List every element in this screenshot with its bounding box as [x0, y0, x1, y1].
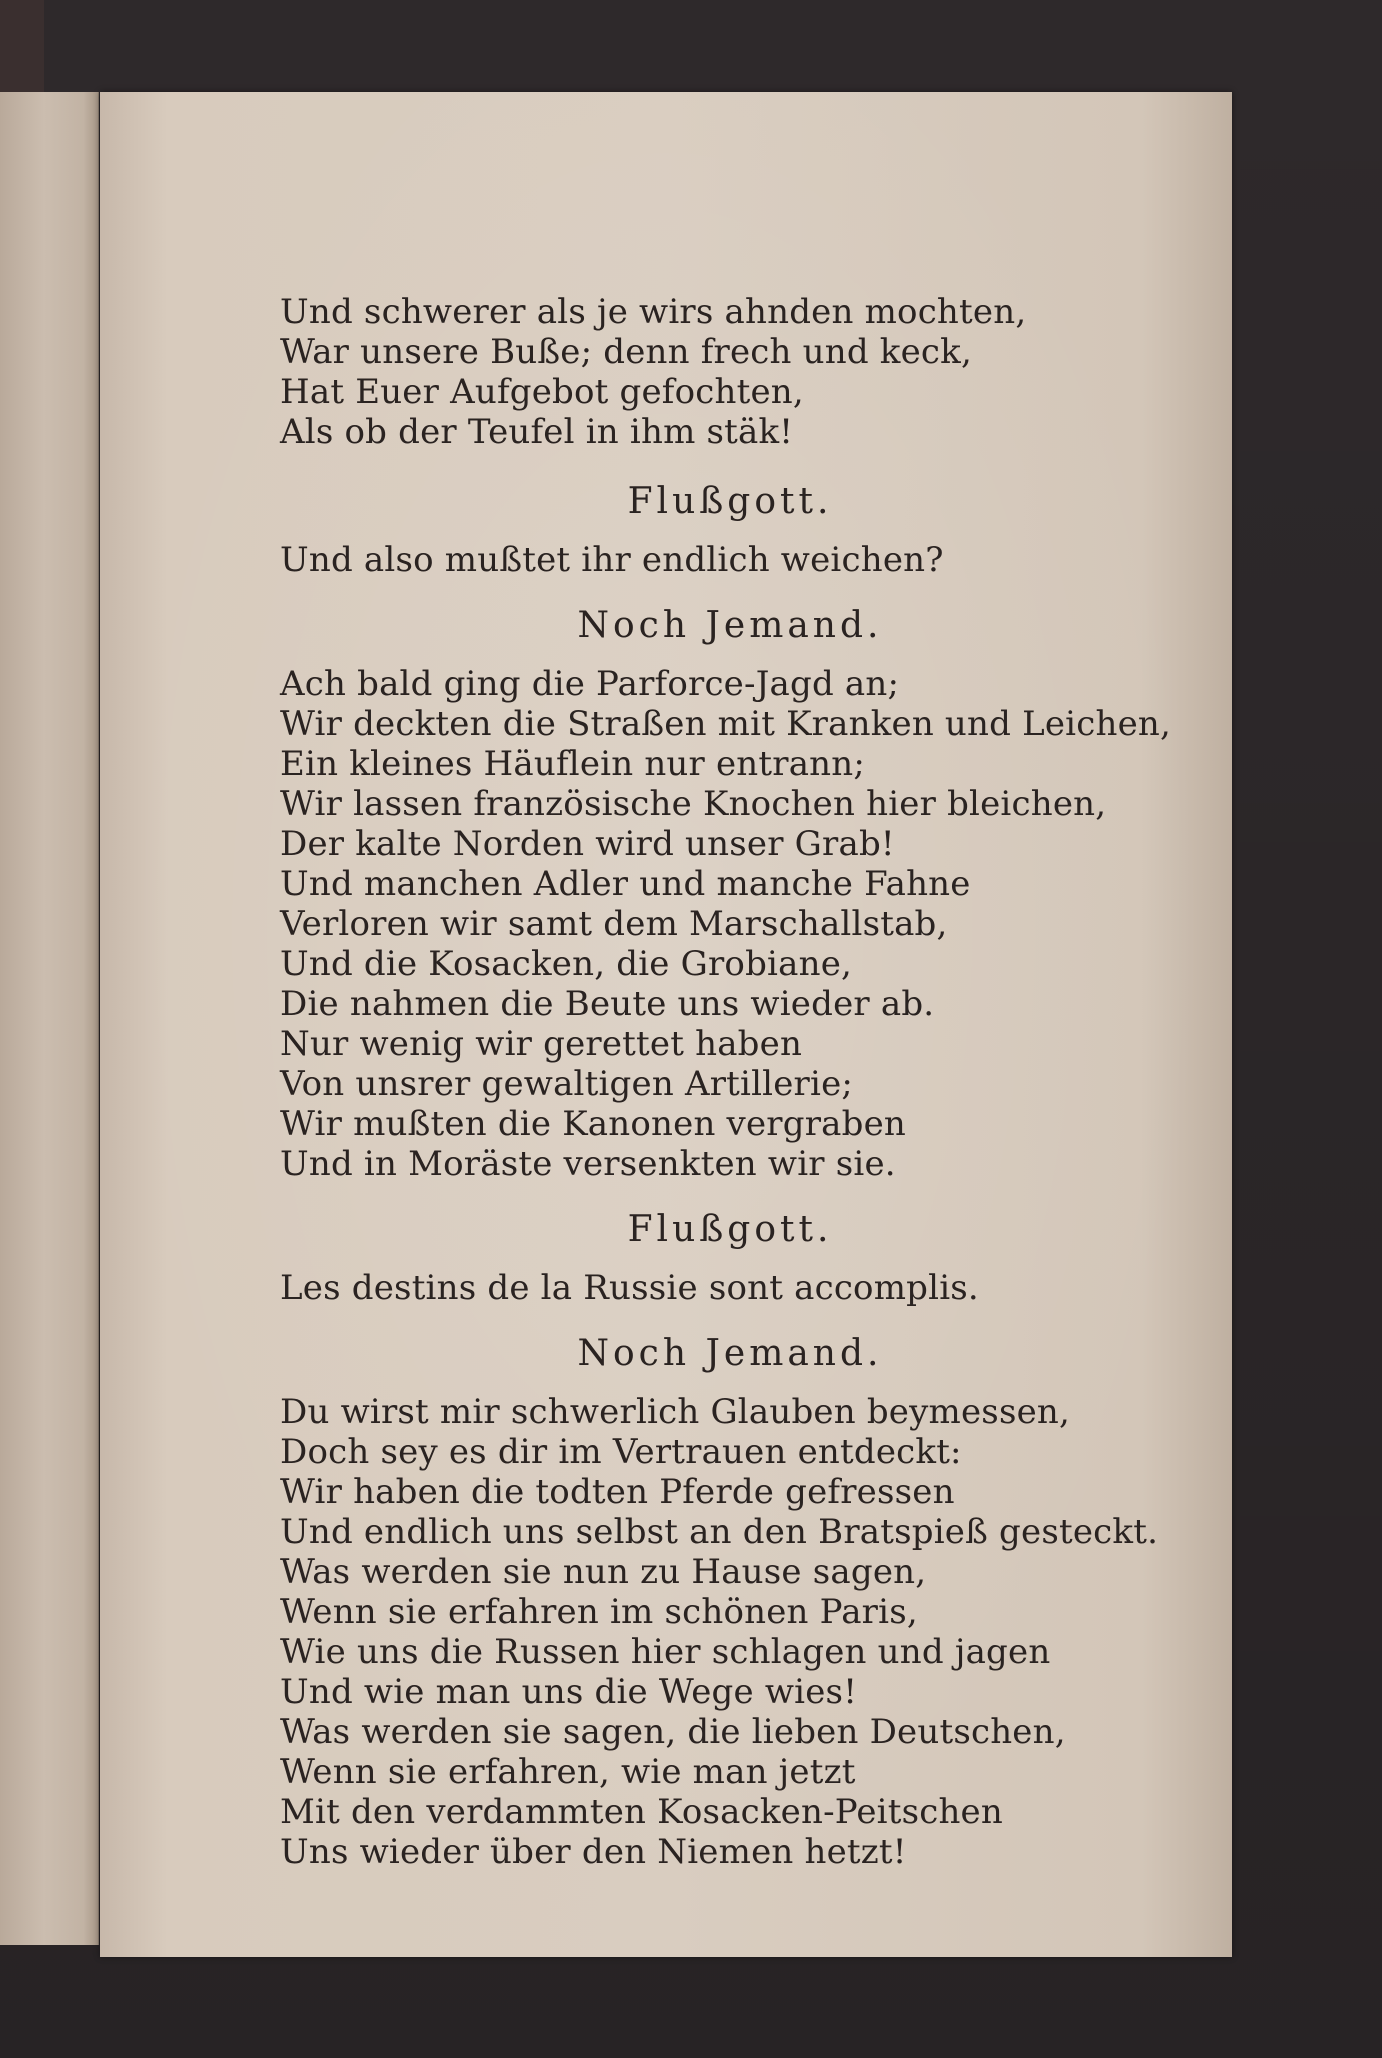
speaker-heading: Noch Jemand.: [577, 605, 883, 646]
verse-line: Wir mußten die Kanonen vergraben: [280, 1104, 907, 1144]
verse-line: Wir lassen französische Knochen hier bleichen,: [280, 784, 1107, 824]
stanza-4: [280, 1268, 1180, 1308]
verse-line: Wenn sie erfahren, wie man jetzt: [280, 1752, 856, 1792]
verse-line: Und also mußtet ihr endlich weichen?: [280, 540, 944, 580]
verse-line: Wenn sie erfahren im schönen Paris,: [280, 1592, 918, 1632]
stanza-5: [280, 1392, 1180, 1872]
verse-line: Ein kleines Häuflein nur entrann;: [280, 744, 866, 784]
verse-line: War unsere Buße; denn frech und keck,: [280, 332, 972, 372]
stanza-2: [280, 540, 1180, 580]
speaker-heading: Flußgott.: [627, 1209, 833, 1250]
stanza-1: [280, 292, 1180, 452]
verse-line: Der kalte Norden wird unser Grab!: [280, 824, 895, 864]
stanza-3: [280, 664, 1180, 1184]
speaker-heading: Noch Jemand.: [577, 1333, 883, 1374]
verse-line: Hat Euer Aufgebot gefochten,: [280, 372, 804, 412]
verse-line: Nur wenig wir gerettet haben: [280, 1024, 803, 1064]
verse-line: Mit den verdammten Kosacken-Peitschen: [280, 1792, 1003, 1832]
verse-line: Uns wieder über den Niemen hetzt!: [280, 1832, 907, 1872]
verse-line: Als ob der Teufel in ihm stäk!: [280, 412, 794, 452]
verse-line: Und wie man uns die Wege wies!: [280, 1672, 858, 1712]
verse-line: Wie uns die Russen hier schlagen und jagen: [280, 1632, 1051, 1672]
facing-page: [0, 92, 99, 1945]
verse-line: Von unsrer gewaltigen Artillerie;: [280, 1064, 854, 1104]
book-edge: [0, 0, 44, 92]
verse-line: Wir deckten die Straßen mit Kranken und Leichen,: [280, 704, 1172, 744]
verse-line: Verloren wir samt dem Marschallstab,: [280, 904, 948, 944]
poem-text: [280, 292, 1180, 1872]
verse-line: Wir haben die todten Pferde gefressen: [280, 1472, 955, 1512]
verse-line: Du wirst mir schwerlich Glauben beymessen,: [280, 1392, 1071, 1432]
verse-line: Und schwerer als je wirs ahnden mochten,: [280, 292, 1027, 332]
verse-line: Und die Kosacken, die Grobiane,: [280, 944, 853, 984]
verse-line: Und in Moräste versenkten wir sie.: [280, 1144, 896, 1184]
verse-line: Und manchen Adler und manche Fahne: [280, 864, 971, 904]
verse-line: Doch sey es dir im Vertrauen entdeckt:: [280, 1432, 962, 1472]
book-page: [100, 92, 1232, 1957]
verse-line: Les destins de la Russie sont accomplis.: [280, 1268, 979, 1308]
verse-line: Ach bald ging die Parforce-Jagd an;: [280, 664, 900, 704]
speaker-heading: Flußgott.: [627, 481, 833, 522]
verse-line: Was werden sie sagen, die lieben Deutschen,: [280, 1712, 1066, 1752]
verse-line: Und endlich uns selbst an den Bratspieß gesteckt.: [280, 1512, 1159, 1552]
verse-line: Was werden sie nun zu Hause sagen,: [280, 1552, 927, 1592]
verse-line: Die nahmen die Beute uns wieder ab.: [280, 984, 935, 1024]
